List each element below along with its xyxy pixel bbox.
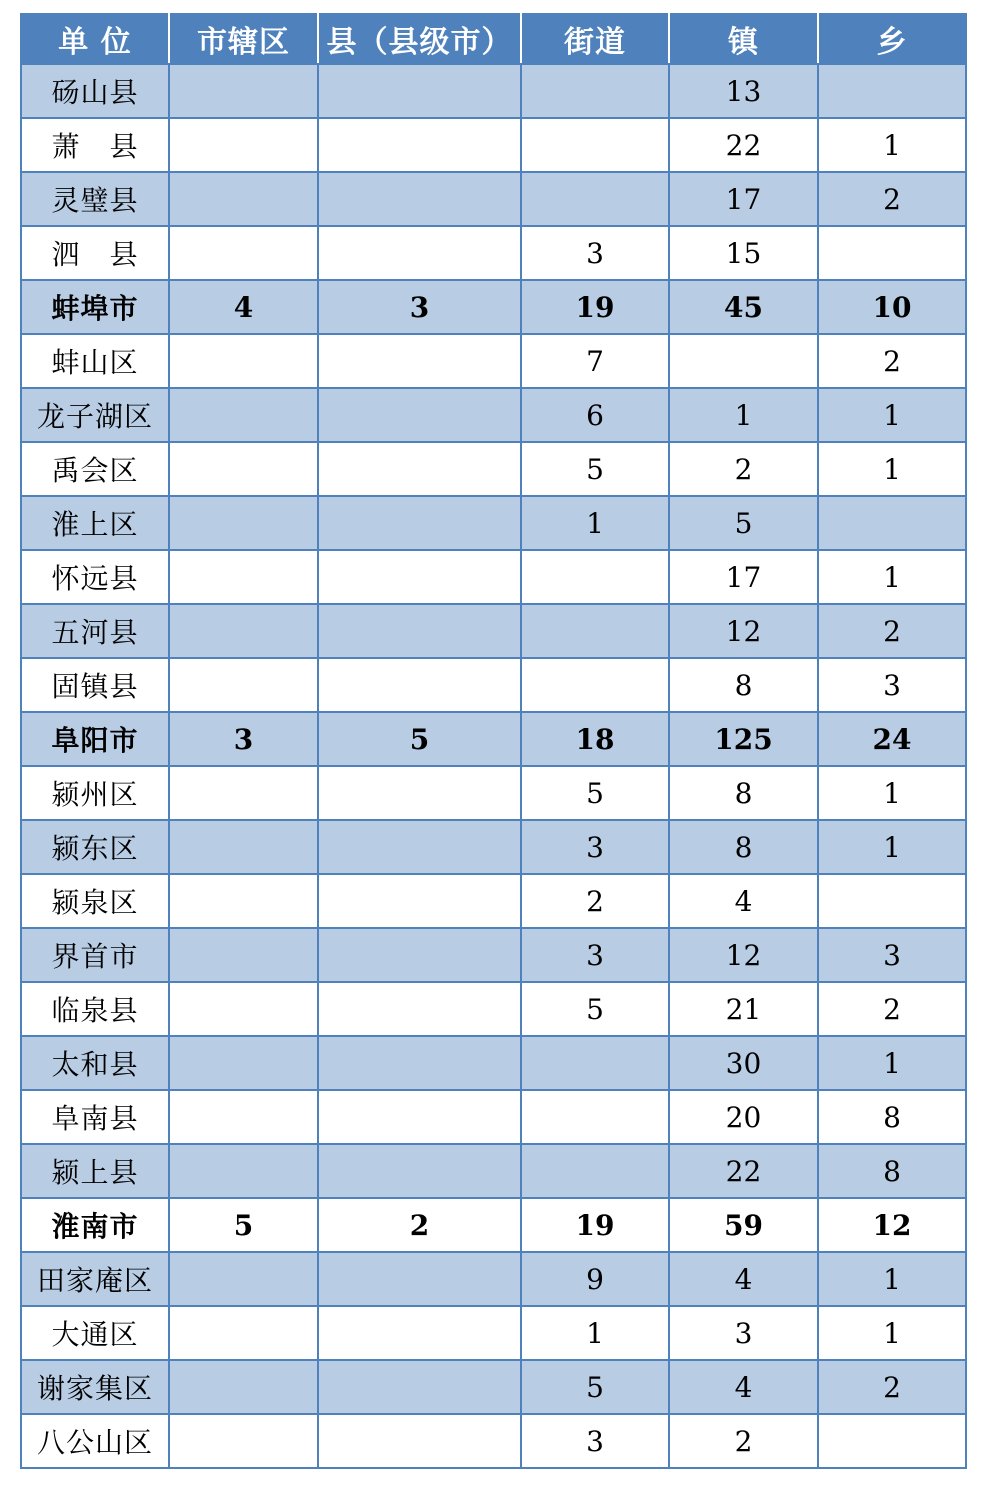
unit-name: 八公山区: [21, 1414, 169, 1468]
city-row: [21, 1198, 966, 1252]
subdistricts-cell: 1: [521, 496, 669, 550]
towns-cell: 30: [669, 1036, 818, 1090]
unit-name: 阜南县: [21, 1090, 169, 1144]
towns-cell: 21: [669, 982, 818, 1036]
districts-cell: [169, 64, 318, 118]
townships-cell: [818, 226, 966, 280]
towns-cell: 20: [669, 1090, 818, 1144]
subdistricts-cell: 19: [521, 1198, 669, 1252]
townships-cell: 1: [818, 388, 966, 442]
townships-cell: 1: [818, 1306, 966, 1360]
counties-cell: [318, 982, 521, 1036]
counties-cell: 3: [318, 280, 521, 334]
townships-cell: 2: [818, 334, 966, 388]
counties-cell: [318, 388, 521, 442]
towns-cell: 3: [669, 1306, 818, 1360]
townships-cell: 1: [818, 1252, 966, 1306]
counties-cell: 2: [318, 1198, 521, 1252]
subdistricts-cell: [521, 64, 669, 118]
subdistricts-cell: 5: [521, 1360, 669, 1414]
table-row: [21, 982, 966, 1036]
towns-cell: 17: [669, 172, 818, 226]
districts-cell: [169, 334, 318, 388]
townships-cell: 1: [818, 442, 966, 496]
counties-cell: [318, 874, 521, 928]
counties-cell: [318, 1036, 521, 1090]
city-row: [21, 280, 966, 334]
header-row: [21, 14, 966, 64]
unit-name: 田家庵区: [21, 1252, 169, 1306]
towns-cell: 45: [669, 280, 818, 334]
towns-cell: 4: [669, 874, 818, 928]
table-row: [21, 820, 966, 874]
townships-cell: 2: [818, 604, 966, 658]
table-row: [21, 874, 966, 928]
towns-cell: [669, 334, 818, 388]
counties-cell: [318, 604, 521, 658]
table-row: [21, 442, 966, 496]
subdistricts-cell: [521, 118, 669, 172]
unit-name: 怀远县: [21, 550, 169, 604]
unit-name: 太和县: [21, 1036, 169, 1090]
counties-cell: [318, 1414, 521, 1468]
townships-cell: 2: [818, 172, 966, 226]
subdistricts-cell: 3: [521, 1414, 669, 1468]
unit-name: 蚌山区: [21, 334, 169, 388]
towns-cell: 5: [669, 496, 818, 550]
townships-cell: 1: [818, 766, 966, 820]
counties-cell: [318, 172, 521, 226]
townships-cell: [818, 874, 966, 928]
table-row: [21, 658, 966, 712]
subdistricts-cell: [521, 1144, 669, 1198]
towns-cell: 125: [669, 712, 818, 766]
townships-cell: 8: [818, 1144, 966, 1198]
table-row: [21, 388, 966, 442]
unit-name: 临泉县: [21, 982, 169, 1036]
townships-cell: 1: [818, 1036, 966, 1090]
header-unit: 单 位: [21, 14, 169, 64]
districts-cell: 5: [169, 1198, 318, 1252]
subdistricts-cell: [521, 1090, 669, 1144]
counties-cell: [318, 928, 521, 982]
townships-cell: 12: [818, 1198, 966, 1252]
towns-cell: 8: [669, 766, 818, 820]
unit-name: 淮南市: [21, 1198, 169, 1252]
towns-cell: 2: [669, 1414, 818, 1468]
townships-cell: 10: [818, 280, 966, 334]
table-row: [21, 1090, 966, 1144]
districts-cell: [169, 118, 318, 172]
unit-name: 界首市: [21, 928, 169, 982]
table-row: [21, 1144, 966, 1198]
districts-cell: [169, 1252, 318, 1306]
counties-cell: [318, 1252, 521, 1306]
subdistricts-cell: 2: [521, 874, 669, 928]
towns-cell: 1: [669, 388, 818, 442]
header-townships: 乡: [818, 14, 966, 64]
unit-name: 颍州区: [21, 766, 169, 820]
division-table: [20, 13, 967, 1469]
districts-cell: [169, 1036, 318, 1090]
table-row: [21, 928, 966, 982]
townships-cell: [818, 64, 966, 118]
townships-cell: 1: [818, 550, 966, 604]
table-row: [21, 1306, 966, 1360]
districts-cell: [169, 1306, 318, 1360]
table-row: [21, 766, 966, 820]
counties-cell: [318, 1306, 521, 1360]
table-row: [21, 118, 966, 172]
townships-cell: [818, 1414, 966, 1468]
unit-name: 蚌埠市: [21, 280, 169, 334]
subdistricts-cell: [521, 604, 669, 658]
districts-cell: [169, 550, 318, 604]
towns-cell: 8: [669, 658, 818, 712]
table-body: [21, 64, 966, 1468]
table-row: [21, 226, 966, 280]
towns-cell: 17: [669, 550, 818, 604]
counties-cell: [318, 766, 521, 820]
header-districts: 市辖区: [169, 14, 318, 64]
districts-cell: [169, 442, 318, 496]
header-subdistricts: 街道: [521, 14, 669, 64]
townships-cell: 3: [818, 658, 966, 712]
unit-name: 灵璧县: [21, 172, 169, 226]
unit-name: 颍泉区: [21, 874, 169, 928]
unit-name: 淮上区: [21, 496, 169, 550]
unit-name: 禹会区: [21, 442, 169, 496]
subdistricts-cell: 5: [521, 982, 669, 1036]
districts-cell: [169, 982, 318, 1036]
subdistricts-cell: 5: [521, 766, 669, 820]
districts-cell: 4: [169, 280, 318, 334]
towns-cell: 2: [669, 442, 818, 496]
table-row: [21, 64, 966, 118]
table-row: [21, 550, 966, 604]
subdistricts-cell: 1: [521, 1306, 669, 1360]
districts-cell: [169, 172, 318, 226]
towns-cell: 4: [669, 1252, 818, 1306]
table-row: [21, 604, 966, 658]
subdistricts-cell: 6: [521, 388, 669, 442]
towns-cell: 12: [669, 604, 818, 658]
subdistricts-cell: 18: [521, 712, 669, 766]
counties-cell: [318, 1090, 521, 1144]
table-row: [21, 496, 966, 550]
counties-cell: [318, 118, 521, 172]
table-row: [21, 1360, 966, 1414]
districts-cell: [169, 226, 318, 280]
subdistricts-cell: 3: [521, 928, 669, 982]
unit-name: 固镇县: [21, 658, 169, 712]
subdistricts-cell: 3: [521, 820, 669, 874]
counties-cell: [318, 1360, 521, 1414]
subdistricts-cell: 9: [521, 1252, 669, 1306]
townships-cell: 8: [818, 1090, 966, 1144]
districts-cell: [169, 604, 318, 658]
table-row: [21, 1414, 966, 1468]
districts-cell: [169, 1090, 318, 1144]
counties-cell: [318, 496, 521, 550]
subdistricts-cell: [521, 1036, 669, 1090]
table-row: [21, 1036, 966, 1090]
header-counties: 县（县级市）: [318, 14, 521, 64]
districts-cell: [169, 874, 318, 928]
districts-cell: [169, 1360, 318, 1414]
unit-name: 阜阳市: [21, 712, 169, 766]
table-header: [21, 14, 966, 64]
unit-name: 颍东区: [21, 820, 169, 874]
townships-cell: 1: [818, 118, 966, 172]
districts-cell: [169, 388, 318, 442]
towns-cell: 4: [669, 1360, 818, 1414]
townships-cell: 2: [818, 982, 966, 1036]
counties-cell: 5: [318, 712, 521, 766]
districts-cell: 3: [169, 712, 318, 766]
subdistricts-cell: 3: [521, 226, 669, 280]
counties-cell: [318, 226, 521, 280]
districts-cell: [169, 928, 318, 982]
unit-name: 五河县: [21, 604, 169, 658]
header-towns: 镇: [669, 14, 818, 64]
towns-cell: 22: [669, 1144, 818, 1198]
table-row: [21, 1252, 966, 1306]
table-row: [21, 334, 966, 388]
subdistricts-cell: [521, 550, 669, 604]
townships-cell: [818, 496, 966, 550]
townships-cell: 24: [818, 712, 966, 766]
townships-cell: 2: [818, 1360, 966, 1414]
unit-name: 谢家集区: [21, 1360, 169, 1414]
counties-cell: [318, 334, 521, 388]
subdistricts-cell: [521, 658, 669, 712]
towns-cell: 13: [669, 64, 818, 118]
unit-name: 萧 县: [21, 118, 169, 172]
counties-cell: [318, 64, 521, 118]
counties-cell: [318, 658, 521, 712]
unit-name: 泗 县: [21, 226, 169, 280]
counties-cell: [318, 820, 521, 874]
counties-cell: [318, 550, 521, 604]
townships-cell: 1: [818, 820, 966, 874]
unit-name: 大通区: [21, 1306, 169, 1360]
unit-name: 砀山县: [21, 64, 169, 118]
unit-name: 龙子湖区: [21, 388, 169, 442]
subdistricts-cell: 19: [521, 280, 669, 334]
unit-name: 颍上县: [21, 1144, 169, 1198]
districts-cell: [169, 496, 318, 550]
districts-cell: [169, 658, 318, 712]
towns-cell: 8: [669, 820, 818, 874]
districts-cell: [169, 1414, 318, 1468]
districts-cell: [169, 820, 318, 874]
counties-cell: [318, 1144, 521, 1198]
districts-cell: [169, 766, 318, 820]
table-row: [21, 172, 966, 226]
townships-cell: 3: [818, 928, 966, 982]
counties-cell: [318, 442, 521, 496]
towns-cell: 15: [669, 226, 818, 280]
towns-cell: 12: [669, 928, 818, 982]
subdistricts-cell: [521, 172, 669, 226]
towns-cell: 59: [669, 1198, 818, 1252]
subdistricts-cell: 5: [521, 442, 669, 496]
subdistricts-cell: 7: [521, 334, 669, 388]
towns-cell: 22: [669, 118, 818, 172]
city-row: [21, 712, 966, 766]
districts-cell: [169, 1144, 318, 1198]
